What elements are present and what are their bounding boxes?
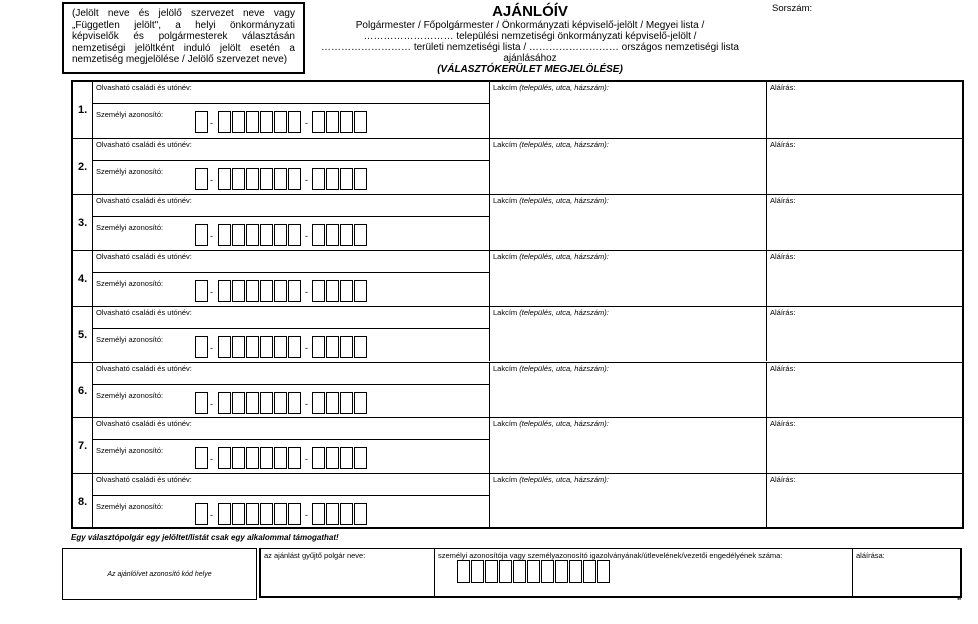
id-digit-box[interactable] [354, 168, 367, 190]
collector-id-digit-box[interactable] [513, 560, 526, 583]
collector-id-digit-box[interactable] [457, 560, 470, 583]
id-digit-box[interactable] [232, 111, 245, 133]
id-divider [93, 160, 489, 161]
name-cell[interactable] [93, 418, 490, 473]
id-digit-box[interactable] [246, 168, 259, 190]
id-digit-box[interactable] [312, 503, 325, 525]
row-number-label: 7. [78, 440, 88, 453]
row-number-label: 2. [78, 160, 88, 173]
id-digit-box[interactable] [195, 280, 208, 302]
id-digit-box[interactable] [218, 280, 231, 302]
id-digit-box[interactable] [218, 503, 231, 525]
collector-name-label: az ajánlást gyűjtő polgár neve: [264, 551, 366, 560]
id-digit-box[interactable] [288, 280, 301, 302]
address-cell[interactable] [490, 195, 767, 250]
form-subtitle-line1: Polgármester / Főpolgármester / Önkormányzati képviselő-jelölt / Megyei lista / [355, 20, 705, 31]
id-digit-box[interactable] [326, 111, 339, 133]
signature-cell[interactable] [767, 474, 962, 529]
warning-text: Egy választópolgár egy jelöltet/listát csak egy alkalommal támogathat! [71, 533, 339, 542]
collector-id-digit-box[interactable] [471, 560, 484, 583]
row-number-label: 6. [78, 384, 88, 397]
name-cell[interactable] [93, 251, 490, 306]
id-digit-box[interactable] [340, 392, 353, 414]
table-row [73, 194, 962, 250]
id-digit-box[interactable] [288, 168, 301, 190]
id-digit-box[interactable] [260, 392, 273, 414]
form-subtitle-line4: ajánlásához [503, 53, 557, 64]
id-digit-box[interactable] [312, 168, 325, 190]
id-digit-box[interactable] [195, 447, 208, 469]
id-digit-box[interactable] [354, 280, 367, 302]
id-digit-box[interactable] [288, 392, 301, 414]
id-separator: - [210, 398, 213, 409]
recommendation-table [71, 80, 964, 529]
id-digit-box[interactable] [195, 168, 208, 190]
id-separator: - [305, 454, 308, 465]
id-digit-box[interactable] [274, 503, 287, 525]
address-label: Lakcím (település, utca, házszám): [493, 475, 609, 485]
collector-name-field[interactable] [261, 549, 435, 596]
id-digit-box[interactable] [340, 111, 353, 133]
form-title: AJÁNLÓÍV [492, 3, 568, 20]
collector-id-digit-box[interactable] [485, 560, 498, 583]
signature-label: Aláírás: [770, 83, 796, 92]
collector-id-digit-box[interactable] [499, 560, 512, 583]
collector-id-digit-box[interactable] [583, 560, 596, 583]
id-digit-box[interactable] [326, 447, 339, 469]
collector-id-digit-box[interactable] [569, 560, 582, 583]
id-digit-box[interactable] [260, 168, 273, 190]
table-row [73, 362, 962, 418]
signature-cell[interactable] [767, 307, 962, 362]
table-row [73, 250, 962, 306]
signature-label: Aláírás: [770, 363, 796, 373]
id-digit-box[interactable] [195, 392, 208, 414]
address-cell[interactable] [490, 139, 767, 194]
id-digit-box[interactable] [354, 447, 367, 469]
id-separator: - [305, 286, 308, 297]
signature-cell[interactable] [767, 251, 962, 306]
name-label: Olvasható családi és utónév: [96, 139, 192, 149]
id-digit-box[interactable] [288, 336, 301, 358]
id-digit-box[interactable] [288, 503, 301, 525]
name-label: Olvasható családi és utónév: [96, 307, 192, 317]
signature-label: Aláírás: [770, 307, 796, 317]
id-digit-box[interactable] [312, 224, 325, 246]
form-subtitle-line2: ……………………… települési nemzetiségi önkormányzati képviselő-jelölt / [363, 31, 697, 42]
id-digit-box[interactable] [312, 447, 325, 469]
name-cell[interactable] [93, 82, 490, 138]
row-number-label: 4. [78, 272, 88, 285]
row-number [73, 139, 93, 194]
signature-label: Aláírás: [770, 251, 796, 261]
id-digit-box[interactable] [312, 280, 325, 302]
id-divider [93, 495, 489, 496]
signature-label: Aláírás: [770, 419, 796, 429]
name-label: Olvasható családi és utónév: [96, 83, 192, 92]
row-number-label: 5. [78, 328, 88, 341]
id-digit-box[interactable] [326, 336, 339, 358]
id-digit-box[interactable] [232, 392, 245, 414]
id-digit-box[interactable] [288, 111, 301, 133]
identifier-code-area [62, 548, 257, 600]
id-digit-box[interactable] [274, 447, 287, 469]
collector-id-digit-box[interactable] [555, 560, 568, 583]
id-digit-box[interactable] [260, 280, 273, 302]
table-row [73, 473, 962, 529]
collector-id-digit-box[interactable] [597, 560, 610, 583]
collector-signature-field[interactable] [853, 549, 961, 596]
id-digit-box[interactable] [260, 503, 273, 525]
id-separator: - [210, 454, 213, 465]
collector-id-field[interactable] [435, 549, 853, 596]
id-digit-box[interactable] [326, 280, 339, 302]
id-digit-box[interactable] [232, 503, 245, 525]
id-digit-box[interactable] [246, 336, 259, 358]
collector-signature-label: aláírása: [856, 551, 885, 560]
id-digit-box[interactable] [195, 336, 208, 358]
id-digit-box[interactable] [246, 503, 259, 525]
id-digit-box[interactable] [218, 447, 231, 469]
id-label: Személyi azonosító: [96, 446, 164, 456]
id-digit-box[interactable] [260, 336, 273, 358]
id-digit-box[interactable] [218, 336, 231, 358]
row-number-label: 3. [78, 216, 88, 229]
id-digit-box[interactable] [260, 447, 273, 469]
id-digit-box[interactable] [340, 447, 353, 469]
id-label: Személyi azonosító: [96, 502, 164, 512]
address-label: Lakcím (település, utca, házszám): [493, 83, 609, 92]
id-divider [93, 216, 489, 217]
id-digit-box[interactable] [326, 224, 339, 246]
row-number [73, 195, 93, 250]
signature-cell[interactable] [767, 363, 962, 418]
id-separator: - [210, 286, 213, 297]
id-digit-box[interactable] [340, 336, 353, 358]
id-separator: - [210, 118, 213, 128]
name-label: Olvasható családi és utónév: [96, 195, 192, 205]
address-label: Lakcím (település, utca, házszám): [493, 419, 609, 429]
id-digit-box[interactable] [312, 111, 325, 133]
id-divider [93, 272, 489, 273]
address-cell[interactable] [490, 82, 767, 138]
instruction-text: (Jelölt neve és jelölő szervezet neve vagy „Független jelölt", a helyi önkormányzati képviselők és polgármesterek választásán nemzetiségi jelöltként induló jelölt esetén a nemzetiség megjelölése / Jelölő szervezet neve) [72, 8, 295, 65]
address-cell[interactable] [490, 307, 767, 362]
signature-label: Aláírás: [770, 195, 796, 205]
id-digit-box[interactable] [218, 224, 231, 246]
signature-cell[interactable] [767, 418, 962, 473]
id-label: Személyi azonosító: [96, 222, 164, 232]
id-separator: - [210, 174, 213, 185]
name-cell[interactable] [93, 363, 490, 418]
address-label: Lakcím (település, utca, házszám): [493, 139, 609, 149]
address-cell[interactable] [490, 363, 767, 418]
id-separator: - [305, 174, 308, 185]
id-separator: - [305, 118, 308, 128]
id-digit-box[interactable] [274, 111, 287, 133]
row-number [73, 474, 93, 529]
name-cell[interactable] [93, 307, 490, 362]
id-separator: - [305, 230, 308, 241]
row-number-label: 1. [78, 104, 88, 116]
id-digit-box[interactable] [354, 392, 367, 414]
id-label: Személyi azonosító: [96, 110, 164, 119]
collector-id-digit-box[interactable] [527, 560, 540, 583]
table-row [73, 306, 962, 362]
signature-cell[interactable] [767, 82, 962, 138]
row-number [73, 82, 93, 138]
id-digit-box[interactable] [195, 503, 208, 525]
address-cell[interactable] [490, 474, 767, 529]
id-digit-box[interactable] [195, 111, 208, 133]
signature-label: Aláírás: [770, 475, 796, 485]
signature-label: Aláírás: [770, 139, 796, 149]
id-divider [93, 384, 489, 385]
id-digit-box[interactable] [354, 503, 367, 525]
id-digit-box[interactable] [326, 168, 339, 190]
id-digit-box[interactable] [274, 392, 287, 414]
id-separator: - [210, 230, 213, 241]
id-label: Személyi azonosító: [96, 278, 164, 288]
id-digit-box[interactable] [326, 503, 339, 525]
candidate-instruction-box [62, 2, 305, 74]
end-mark: " [957, 596, 962, 606]
id-separator: - [305, 510, 308, 521]
collector-id-digit-box[interactable] [541, 560, 554, 583]
row-number-label: 8. [78, 496, 88, 509]
row-number [73, 251, 93, 306]
id-digit-box[interactable] [232, 280, 245, 302]
table-row [73, 138, 962, 194]
id-separator: - [305, 398, 308, 409]
table-row [73, 417, 962, 473]
id-digit-box[interactable] [232, 447, 245, 469]
code-placeholder: Az ajánlóívet azonosító kód helye [107, 571, 212, 578]
address-label: Lakcím (település, utca, házszám): [493, 251, 609, 261]
form-subtitle-line3: ……………………… területi nemzetiségi lista / ……………………… országos nemzetiségi lista [321, 42, 739, 53]
table-row [73, 82, 962, 138]
name-cell[interactable] [93, 139, 490, 194]
id-digit-box[interactable] [326, 392, 339, 414]
id-separator: - [305, 342, 308, 353]
id-digit-box[interactable] [232, 336, 245, 358]
id-digit-box[interactable] [246, 392, 259, 414]
id-digit-box[interactable] [195, 224, 208, 246]
address-cell[interactable] [490, 418, 767, 473]
id-digit-box[interactable] [354, 224, 367, 246]
id-separator: - [210, 510, 213, 521]
address-label: Lakcím (település, utca, házszám): [493, 195, 609, 205]
id-digit-box[interactable] [218, 111, 231, 133]
name-cell[interactable] [93, 474, 490, 529]
name-label: Olvasható családi és utónév: [96, 419, 192, 429]
id-digit-box[interactable] [340, 168, 353, 190]
id-digit-box[interactable] [354, 111, 367, 133]
id-digit-box[interactable] [218, 168, 231, 190]
name-cell[interactable] [93, 195, 490, 250]
id-digit-box[interactable] [340, 280, 353, 302]
id-digit-box[interactable] [340, 503, 353, 525]
id-label: Személyi azonosító: [96, 166, 164, 176]
id-digit-box[interactable] [218, 392, 231, 414]
collector-id-label: személyi azonosítója vagy személyazonosító igazolványának/útlevelének/vezetői engedélyének száma: [438, 551, 783, 560]
id-digit-box[interactable] [274, 168, 287, 190]
row-number [73, 363, 93, 418]
name-label: Olvasható családi és utónév: [96, 475, 192, 485]
address-cell[interactable] [490, 251, 767, 306]
address-label: Lakcím (település, utca, házszám): [493, 307, 609, 317]
district-designation: (VÁLASZTÓKERÜLET MEGJELÖLÉSE) [437, 64, 623, 75]
signature-cell[interactable] [767, 139, 962, 194]
id-digit-box[interactable] [260, 224, 273, 246]
collector-section [259, 548, 962, 598]
name-label: Olvasható családi és utónév: [96, 363, 192, 373]
id-digit-box[interactable] [260, 111, 273, 133]
id-label: Személyi azonosító: [96, 334, 164, 344]
id-digit-box[interactable] [340, 224, 353, 246]
id-digit-box[interactable] [274, 336, 287, 358]
id-digit-box[interactable] [288, 224, 301, 246]
id-digit-box[interactable] [246, 111, 259, 133]
id-divider [93, 328, 489, 329]
id-digit-box[interactable] [312, 336, 325, 358]
id-divider [93, 103, 489, 104]
signature-cell[interactable] [767, 195, 962, 250]
id-digit-box[interactable] [232, 168, 245, 190]
name-label: Olvasható családi és utónév: [96, 251, 192, 261]
id-digit-box[interactable] [274, 280, 287, 302]
id-digit-box[interactable] [232, 224, 245, 246]
address-label: Lakcím (település, utca, házszám): [493, 363, 609, 373]
row-number [73, 418, 93, 473]
id-digit-box[interactable] [354, 336, 367, 358]
id-digit-box[interactable] [312, 392, 325, 414]
id-digit-box[interactable] [246, 224, 259, 246]
id-separator: - [210, 342, 213, 353]
row-number [73, 307, 93, 362]
serial-number-label: Sorszám: [772, 3, 813, 14]
id-digit-box[interactable] [288, 447, 301, 469]
id-divider [93, 439, 489, 440]
id-label: Személyi azonosító: [96, 390, 164, 400]
id-digit-box[interactable] [274, 224, 287, 246]
id-digit-box[interactable] [246, 447, 259, 469]
id-digit-box[interactable] [246, 280, 259, 302]
